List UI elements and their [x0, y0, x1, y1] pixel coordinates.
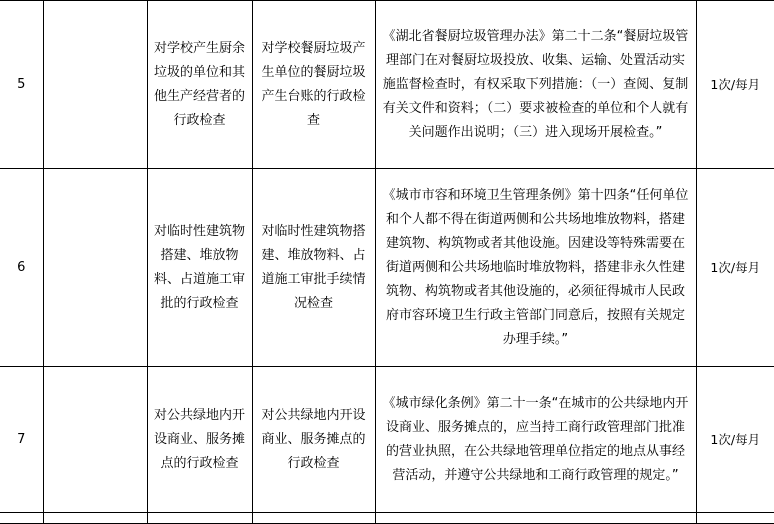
item-cell	[252, 169, 375, 367]
frequency-cell	[696, 367, 774, 513]
basis-cell	[375, 367, 696, 513]
frequency-text: 1次/每月	[710, 431, 761, 447]
frequency-cell	[696, 1, 774, 169]
basis-cell	[375, 169, 696, 367]
category-text: 对临时性建筑物搭建、堆放物料、占道施工审批的行政检查	[153, 223, 245, 311]
category-cell	[147, 169, 252, 367]
category-text: 对公共绿地内开设商业、服务摊点的行政检查	[153, 407, 245, 471]
table-row-partial	[0, 513, 774, 524]
blank-cell	[43, 169, 147, 367]
table-row	[0, 169, 774, 367]
row-number-cell: 5	[0, 1, 43, 169]
table-row	[0, 1, 774, 169]
basis-text: 《城市市容和环境卫生管理条例》第十四条“任何单位和个人都不得在街道两侧和公共场地堆放物料，搭建建筑物、构筑物或者其他设施。因建设等特殊需要在街道两侧和公共场地临时堆放物料，搭建非永久性建筑物、构筑物或者其他设施的，必须征得城市人民政府市容环境卫生行政主管部门同意后，按照有关规定办理手续。”	[382, 187, 689, 347]
frequency-text: 1次/每月	[710, 76, 761, 92]
item-text: 对临时性建筑物搭建、堆放物料、占道施工审批手续情况检查	[261, 223, 366, 311]
blank-cell	[43, 1, 147, 169]
blank-cell	[43, 367, 147, 513]
table-row	[0, 367, 774, 513]
item-cell	[252, 367, 375, 513]
category-text: 对学校产生厨余垃圾的单位和其他生产经营者的行政检查	[153, 40, 245, 128]
row-number-cell: 6	[0, 169, 43, 367]
category-cell	[147, 1, 252, 169]
basis-text: 《湖北省餐厨垃圾管理办法》第二十二条“餐厨垃圾管理部门在对餐厨垃圾投放、收集、运输、处置活动实施监督检查时，有权采取下列措施：（一）查阅、复制有关文件和资料；（二）要求被检查的单位和个人就有关问题作出说明；（三）进入现场开展检查。”	[382, 28, 689, 140]
basis-cell	[375, 1, 696, 169]
item-text: 对学校餐厨垃圾产生单位的餐厨垃圾产生台账的行政检查	[261, 40, 366, 128]
item-cell	[252, 1, 375, 169]
frequency-text: 1次/每月	[710, 259, 761, 275]
category-cell	[147, 367, 252, 513]
item-text: 对公共绿地内开设商业、服务摊点的行政检查	[261, 407, 366, 471]
row-number-cell: 7	[0, 367, 43, 513]
frequency-cell	[696, 169, 774, 367]
basis-text: 《城市绿化条例》第二十一条“在城市的公共绿地内开设商业、服务摊点的，应当持工商行政管理部门批准的营业执照，在公共绿地管理单位指定的地点从事经营活动，并遵守公共绿地和工商行政管理的规定。”	[382, 395, 689, 483]
